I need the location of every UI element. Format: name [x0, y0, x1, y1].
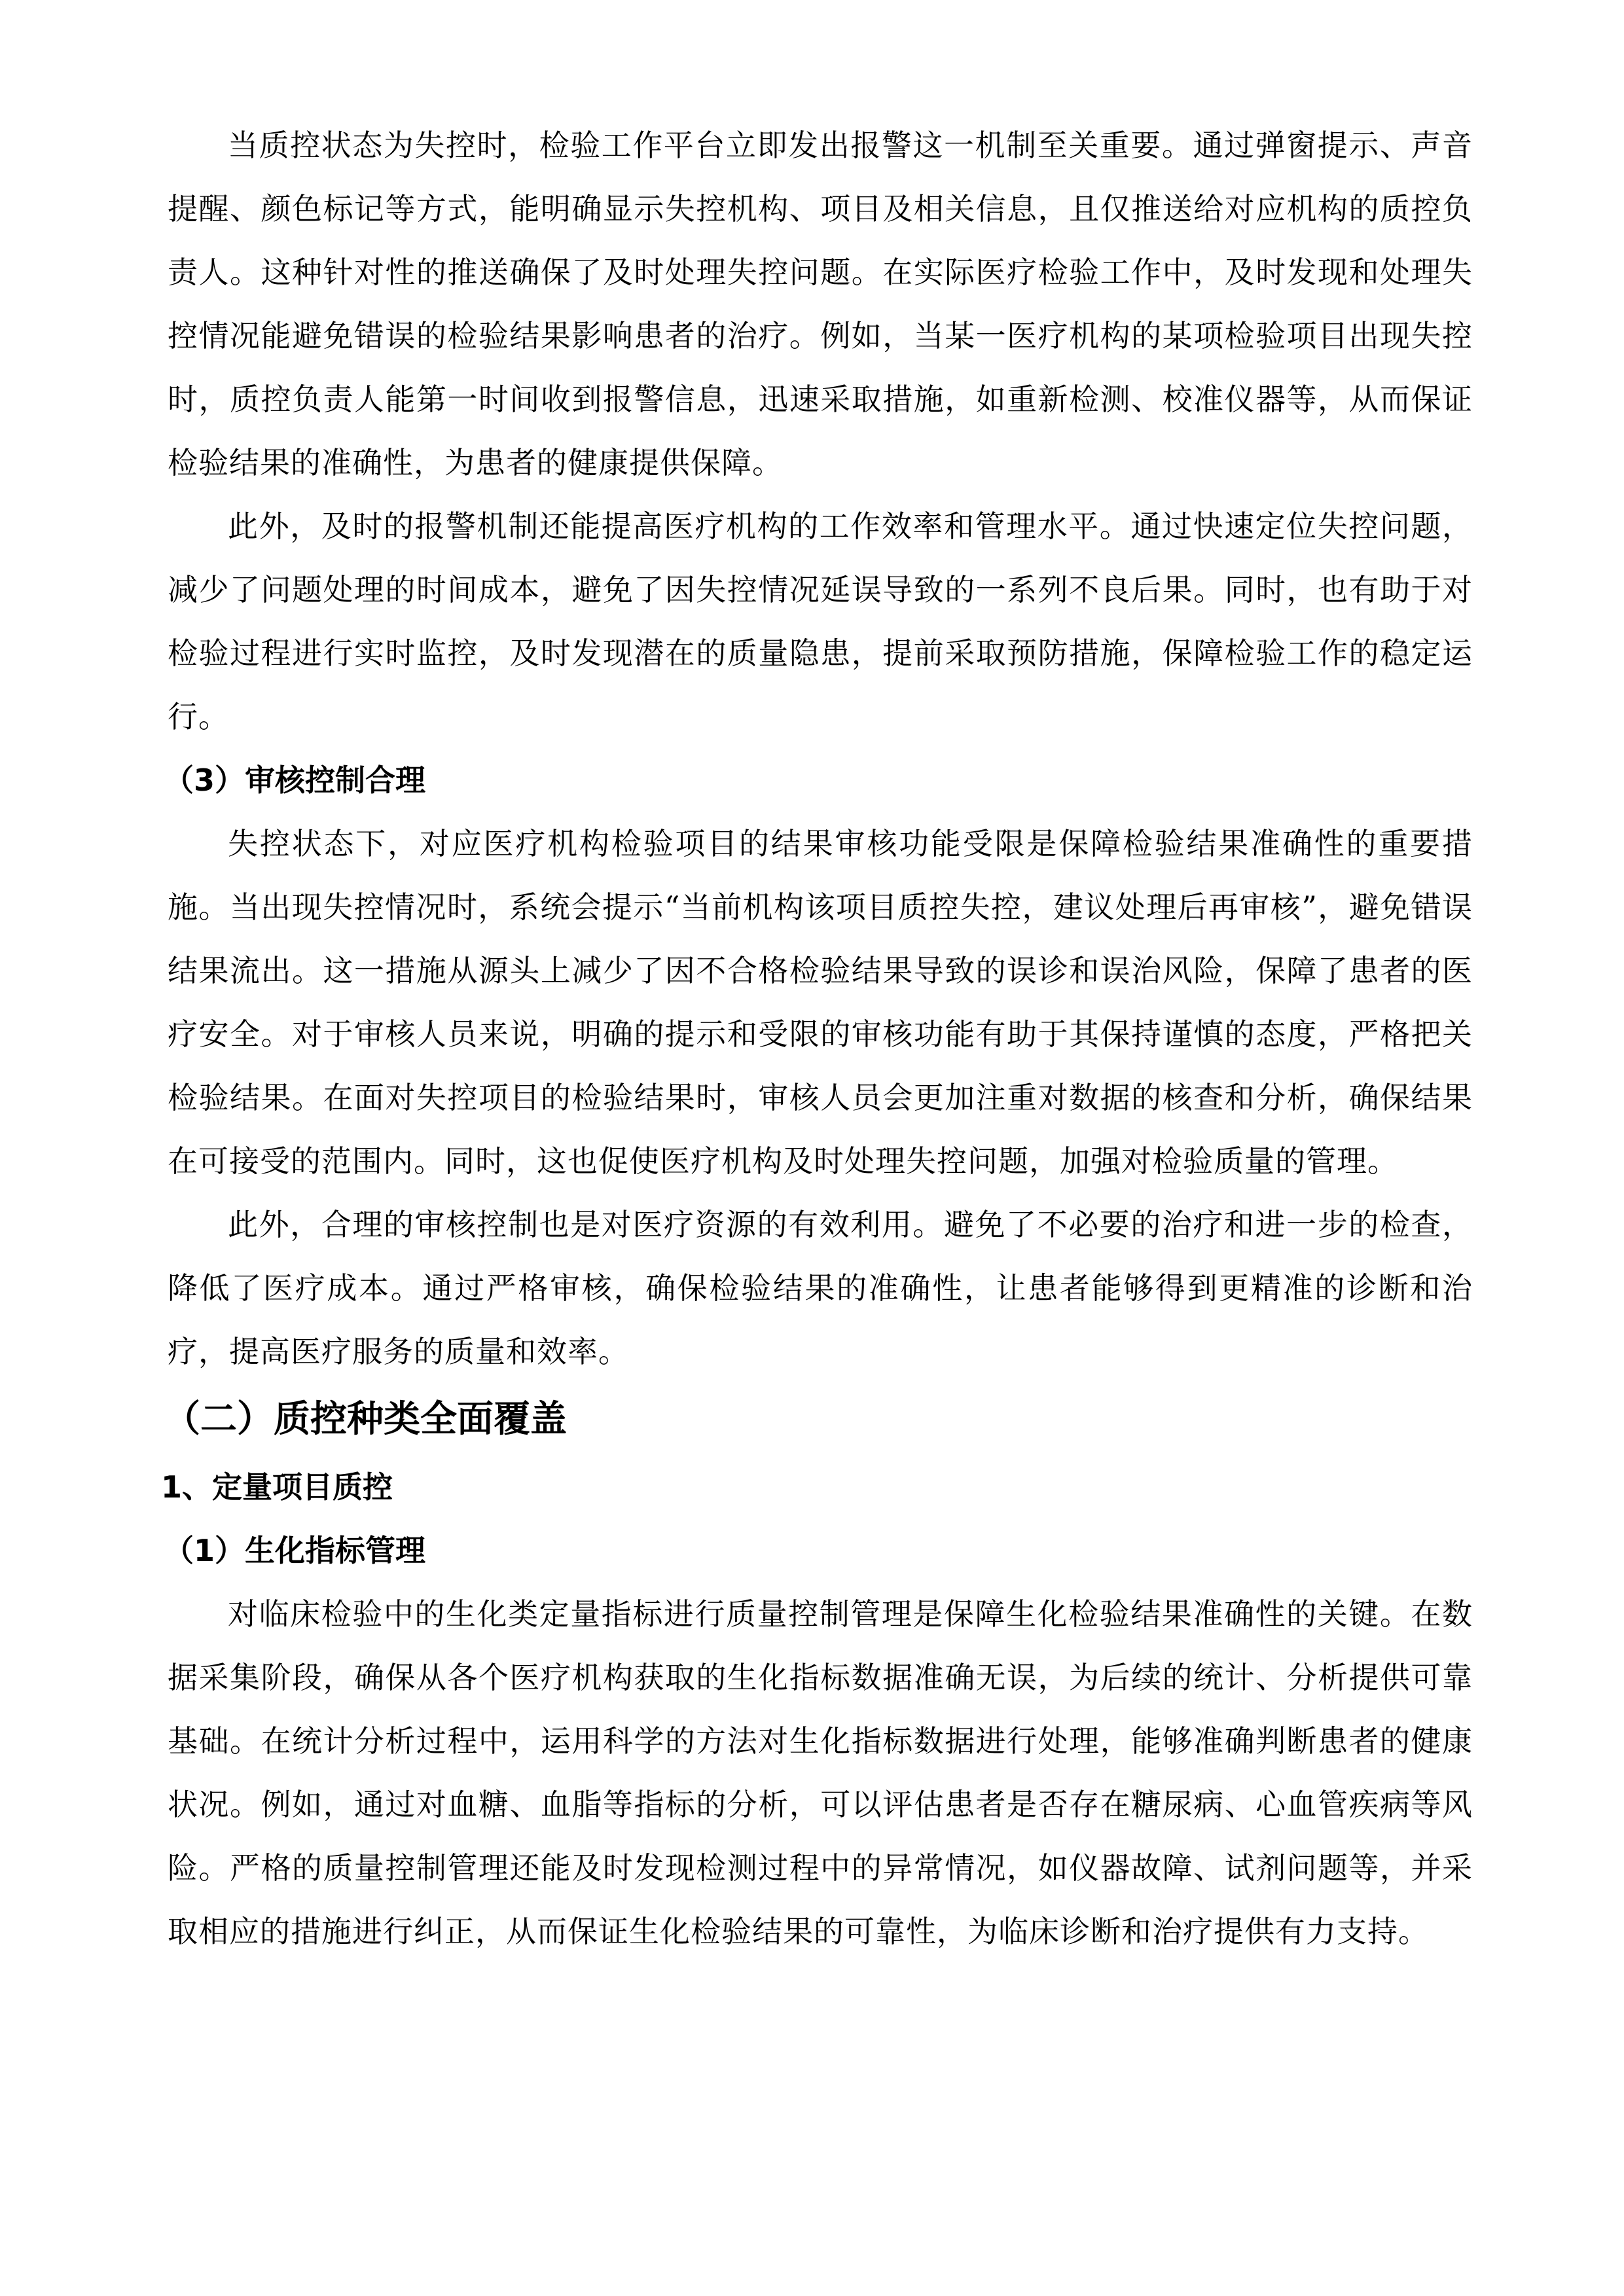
- paragraph-alarm-mechanism: 当质控状态为失控时，检验工作平台立即发出报警这一机制至关重要。通过弹窗提示、声音提醒、颜色标记等方式，能明确显示失控机构、项目及相关信息，且仅推送给对应机构的质控负责人。这种针对性的推送确保了及时处理失控问题。在实际医疗检验工作中，及时发现和处理失控情况能避免错误的检验结果影响患者的治疗。例如，当某一医疗机构的某项检验项目出现失控时，质控负责人能第一时间收到报警信息，迅速采取措施，如重新检测、校准仪器等，从而保证检验结果的准确性，为患者的健康提供保障。: [168, 128, 1473, 480]
- paragraph-alarm-efficiency: 此外，及时的报警机制还能提高医疗机构的工作效率和管理水平。通过快速定位失控问题，减少了问题处理的时间成本，避免了因失控情况延误导致的一系列不良后果。同时，也有助于对检验过程进行实时监控，及时发现潜在的质量隐患，提前采取预防措施，保障检验工作的稳定运行。: [168, 509, 1473, 734]
- document-page: [161, 0, 1473, 1964]
- section-heading-qc-coverage: （二）质控种类全面覆盖: [164, 1398, 567, 1441]
- paragraph-review-resources: 此外，合理的审核控制也是对医疗资源的有效利用。避免了不必要的治疗和进一步的检查，降低了医疗成本。通过严格审核，确保检验结果的准确性，让患者能够得到更精准的诊断和治疗，提高医疗服务的质量和效率。: [168, 1207, 1473, 1369]
- subheading-biochemical-management: （1）生化指标管理: [164, 1533, 426, 1568]
- paragraph-review-restriction: 失控状态下，对应医疗机构检验项目的结果审核功能受限是保障检验结果准确性的重要措施。当出现失控情况时，系统会提示“当前机构该项目质控失控，建议处理后再审核”，避免错误结果流出。这一措施从源头上减少了因不合格检验结果导致的误诊和误治风险，保障了患者的医疗安全。对于审核人员来说，明确的提示和受限的审核功能有助于其保持谨慎的态度，严格把关检验结果。在面对失控项目的检验结果时，审核人员会更加注重对数据的核查和分析，确保结果在可接受的范围内。同时，这也促使医疗机构及时处理失控问题，加强对检验质量的管理。: [168, 826, 1473, 1179]
- subheading-review-control: （3）审核控制合理: [164, 762, 426, 798]
- heading-quantitative-qc: 1、定量项目质控: [161, 1469, 393, 1505]
- paragraph-biochemical-indicators: 对临床检验中的生化类定量指标进行质量控制管理是保障生化检验结果准确性的关键。在数据采集阶段，确保从各个医疗机构获取的生化指标数据准确无误，为后续的统计、分析提供可靠基础。在统计分析过程中，运用科学的方法对生化指标数据进行处理，能够准确判断患者的健康状况。例如，通过对血糖、血脂等指标的分析，可以评估患者是否存在糖尿病、心血管疾病等风险。严格的质量控制管理还能及时发现检测过程中的异常情况，如仪器故障、试剂问题等，并采取相应的措施进行纠正，从而保证生化检验结果的可靠性，为临床诊断和治疗提供有力支持。: [168, 1596, 1473, 1949]
